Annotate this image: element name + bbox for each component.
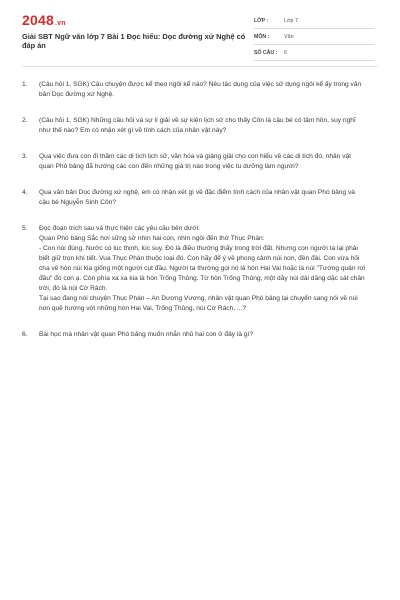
meta-label: SỐ CÂU : [254, 50, 278, 56]
meta-value: 6 [284, 50, 287, 56]
question-number: 2. [22, 117, 28, 124]
document-header [22, 10, 378, 60]
excerpt-paragraph: Quan Phó bảng Sắc hơi sững sờ nhìn hai con, nhìn ngôi đền thờ Thục Phán: [39, 235, 265, 242]
header-divider [22, 66, 378, 67]
question-number: 4. [22, 189, 28, 196]
question-text: Bài học mà nhân vật quan Phó bảng muốn nhắn nhủ hai con ở đây là gì? [39, 331, 254, 338]
meta-label: MÔN : [254, 34, 270, 40]
question-text: Đọc đoạn trích sau và thực hiện các yêu cầu bên dưới: [39, 225, 200, 232]
question-text: (Câu hỏi 1, SGK) Câu chuyện được kể theo ngôi kể nào? Nêu tác dụng của việc sử dụng ngôi kể ấy trong văn bản Dọc đường xứ Nghệ. [39, 81, 362, 98]
question-number: 6. [22, 331, 28, 338]
excerpt-paragraph: - Con nói đúng. Nước có lúc thịnh, lúc suy. Đó là điều thường thấy trong trời đất. Nhưng con người ta lại phải biết giữ trọn khí tiết. Vua Thục Phán thuộc loại đó. Con hãy để ý về phong cảnh núi non, đền đài. Con vừa hỏi cha về hòn núi kia giống một người cụt đầu. Người ta thường gọi nó là hòn Hai Vai hoặc là núi "Tướng quân rơi đầu" đó con ạ. Còn phía xa xa kia là hòn Trống Thủng. Từ hòn Trống Thủng, một dãy núi dài dăng dặc sát chân trời, đó là núi Cờ Rách. [39, 245, 366, 292]
question-item [22, 224, 378, 314]
meta-row-count [254, 46, 374, 61]
page-title: Giải SBT Ngữ văn lớp 7 Bài 1 Đọc hiểu: Dọc đường xứ Nghệ có đáp án [22, 32, 246, 50]
question-prompt: Tại sao đang nói chuyện Thục Phán – An Dương Vương, nhân vật quan Phó bảng lại chuyển sang nói về núi non quê hương với những hòn Hai Vai, Trống Thủng, núi Cờ Rách, ...? [39, 295, 358, 312]
question-item [22, 330, 378, 340]
meta-value: Văn [284, 34, 294, 40]
question-item [22, 188, 378, 208]
question-number: 1. [22, 81, 28, 88]
meta-value: Lớp 7 [284, 18, 299, 24]
question-text: Qua văn bản Dọc đường xứ nghệ, em có nhận xét gì về đặc điểm tính cách của nhân vật quan Phó bảng và cậu bé Nguyễn Sinh Côn? [39, 189, 355, 206]
question-number: 5. [22, 225, 28, 232]
question-text: (Câu hỏi 1, SGK) Những câu hỏi và sự lí giải về sự kiện lịch sử cho thấy Côn là cậu bé có tâm hồn, suy nghĩ như thế nào? Em có nhận xét gì về tính cách của nhân vật này? [39, 117, 356, 134]
question-list [22, 80, 378, 356]
logo-suffix: .vn [54, 20, 66, 27]
meta-row-grade [254, 14, 374, 29]
question-item [22, 80, 378, 100]
meta-label: LỚP : [254, 18, 269, 24]
meta-row-subject [254, 30, 374, 45]
logo-text: 2048 [22, 12, 54, 28]
question-body [39, 224, 367, 314]
question-item [22, 152, 378, 172]
question-text: Qua việc đưa con đi thăm các di tích lịch sử, văn hóa và giảng giải cho con hiểu về các di tích đó, nhân vật quan Phó bảng đã hướng các con đến những giá trị nào trong việc tu dưỡng làm người? [39, 153, 351, 170]
meta-info [254, 14, 374, 62]
site-logo[interactable] [22, 12, 66, 28]
question-item [22, 116, 378, 136]
question-number: 3. [22, 153, 28, 160]
